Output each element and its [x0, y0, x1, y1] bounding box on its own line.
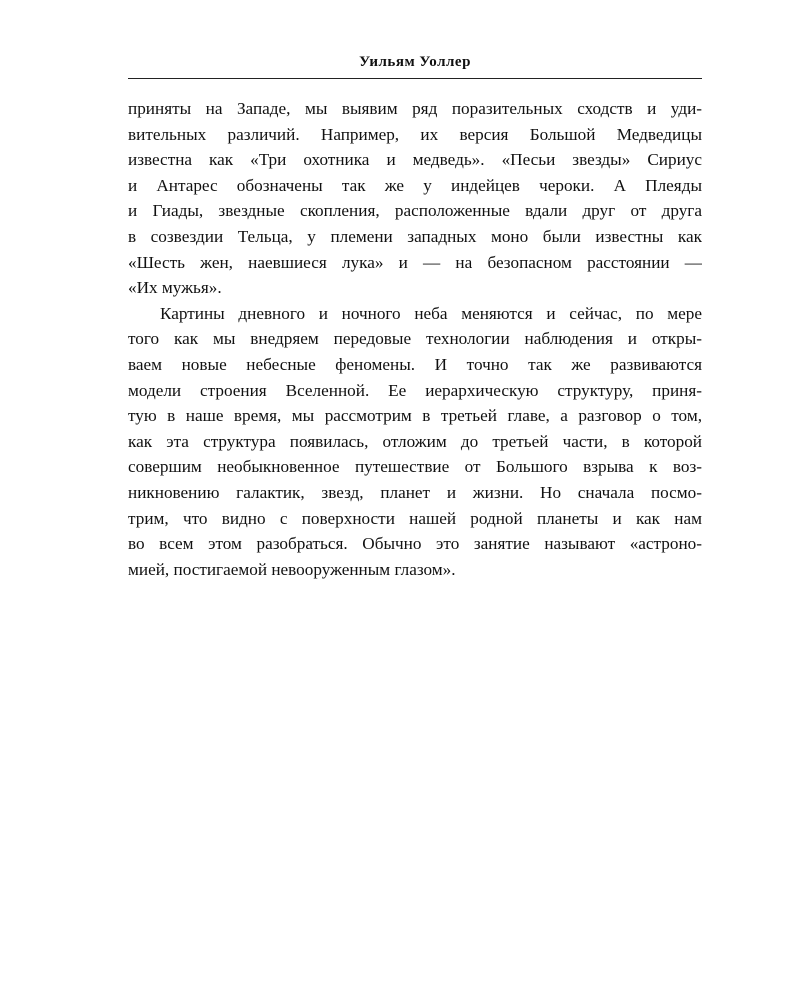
text-line: ваем новые небесные феномены. И точно так же развиваются — [128, 354, 702, 374]
text-line: никновению галактик, звезд, планет и жизни. Но сначала посмо- — [128, 482, 702, 502]
text-line: «Их мужья». — [128, 278, 222, 298]
text-line: в созвездии Тельца, у племени западных моно были известны как — [128, 226, 702, 246]
text-line: и Антарес обозначены так же у индейцев чероки. А Плеяды — [128, 175, 702, 195]
text-line: трим, что видно с поверхности нашей родной планеты и как нам — [128, 508, 702, 528]
text-line: приняты на Западе, мы выявим ряд поразительных сходств и уди- — [128, 99, 702, 118]
paragraph-1 — [128, 96, 702, 301]
text-line: тую в наше время, мы рассмотрим в третьей главе, а разговор о том, — [128, 406, 702, 426]
text-line: совершим необыкновенное путешествие от Большого взрыва к воз- — [128, 457, 702, 477]
paragraph-2 — [128, 301, 702, 583]
body-text — [128, 96, 702, 582]
text-line: Картины дневного и ночного неба меняются и сейчас, по мере — [160, 303, 702, 323]
text-line: вительных различий. Например, их версия Большой Медведицы — [128, 124, 702, 144]
running-header: Уильям Уоллер — [359, 54, 471, 70]
text-line: известна как «Три охотника и медведь». «Песьи звезды» Сириус — [128, 150, 702, 170]
text-line: как эта структура появилась, отложим до третьей части, в которой — [128, 431, 702, 451]
text-line: «Шесть жен, наевшиеся лука» и — на безопасном расстоянии — — [128, 252, 702, 272]
text-line: во всем этом разобраться. Обычно это занятие называют «астроно- — [128, 534, 702, 554]
text-line: модели строения Вселенной. Ее иерархическую структуру, приня- — [128, 380, 702, 400]
text-line: того как мы внедряем передовые технологии наблюдения и откры- — [128, 329, 702, 349]
text-line: мией, постигаемой невооруженным глазом». — [128, 559, 456, 579]
text-line: и Гиады, звездные скопления, расположенные вдали друг от друга — [128, 201, 702, 221]
header-rule — [128, 78, 702, 79]
